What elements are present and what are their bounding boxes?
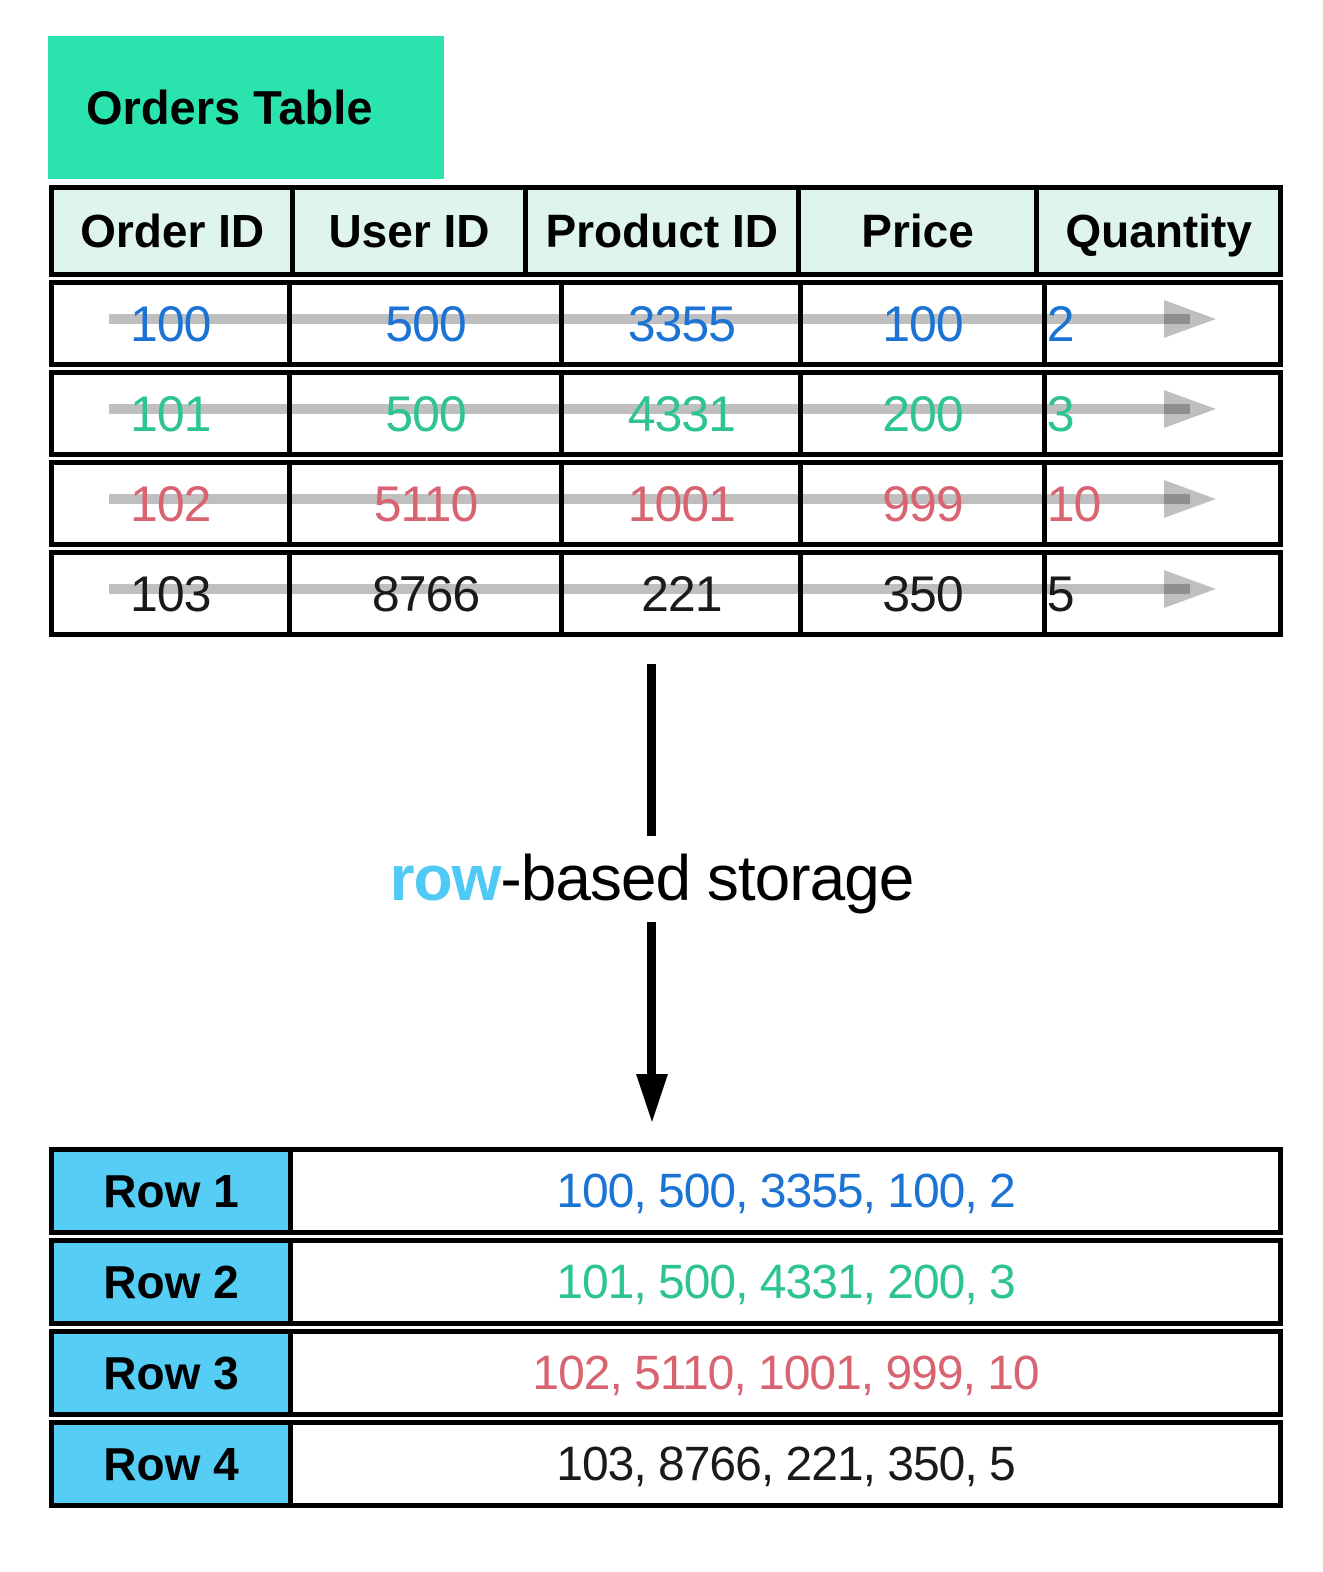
cell-value: 100: [882, 295, 963, 352]
storage-row-values: 103, 8766, 221, 350, 5: [556, 1437, 1015, 1491]
orders-table-cell: [1042, 375, 1074, 452]
orders-table-row: [49, 370, 1283, 457]
cell-value: 102: [130, 475, 211, 532]
storage-type-label: [389, 842, 914, 914]
transform-flow: [0, 664, 1303, 1122]
orders-table-title-chip: [48, 36, 444, 179]
cell-value: 5: [1046, 565, 1074, 622]
storage-row-label: Row 3: [54, 1334, 293, 1412]
storage-row-label: Row 1: [54, 1152, 293, 1230]
orders-table: [49, 185, 1283, 637]
down-arrow-bottom-segment: [647, 922, 656, 1074]
cell-value: 103: [130, 565, 211, 622]
storage-row-label: Row 2: [54, 1243, 293, 1321]
cell-value: 999: [882, 475, 963, 532]
storage-row: [49, 1147, 1283, 1235]
storage-row-values: 102, 5110, 1001, 999, 10: [532, 1346, 1039, 1400]
cell-value: 3355: [627, 295, 735, 352]
cell-value: 221: [641, 565, 722, 622]
storage-type-rest: -based storage: [500, 842, 914, 914]
orders-table-row: [49, 460, 1283, 547]
orders-table-cell: [1042, 555, 1074, 632]
cell-value: 350: [882, 565, 963, 622]
cell-value: 100: [130, 295, 211, 352]
storage-row: [49, 1329, 1283, 1417]
cell-value: 101: [130, 385, 211, 442]
orders-table-title-label: Orders Table: [86, 81, 373, 134]
column-header-user-id: User ID: [290, 190, 523, 272]
column-header-order-id: Order ID: [80, 205, 265, 257]
down-arrow-top-segment: [647, 664, 656, 836]
storage-row: [49, 1238, 1283, 1326]
storage-row: [49, 1420, 1283, 1508]
storage-row-values: 101, 500, 4331, 200, 3: [556, 1255, 1015, 1309]
cell-value: 500: [385, 295, 466, 352]
orders-table-row: [49, 280, 1283, 367]
column-header-price: Price: [796, 190, 1035, 272]
cell-value: 4331: [627, 385, 735, 442]
storage-type-highlight: row: [389, 842, 501, 914]
cell-value: 3: [1046, 385, 1074, 442]
row-storage-table: [49, 1147, 1283, 1508]
down-arrow-head-icon: [636, 1074, 668, 1122]
orders-table-row: [49, 550, 1283, 637]
cell-value: 1001: [627, 475, 735, 532]
orders-table-header-row: [49, 185, 1283, 277]
column-header-product-id: Product ID: [523, 190, 796, 272]
orders-table-cell: [1042, 285, 1074, 362]
cell-value: 10: [1046, 475, 1101, 532]
cell-value: 2: [1046, 295, 1074, 352]
column-header-quantity: Quantity: [1034, 190, 1278, 272]
cell-value: 8766: [371, 565, 480, 622]
cell-value: 200: [882, 385, 963, 442]
cell-value: 500: [385, 385, 466, 442]
cell-value: 5110: [373, 475, 478, 532]
storage-row-values: 100, 500, 3355, 100, 2: [556, 1164, 1015, 1218]
orders-table-cell: [1042, 465, 1101, 542]
storage-row-label: Row 4: [54, 1425, 293, 1503]
